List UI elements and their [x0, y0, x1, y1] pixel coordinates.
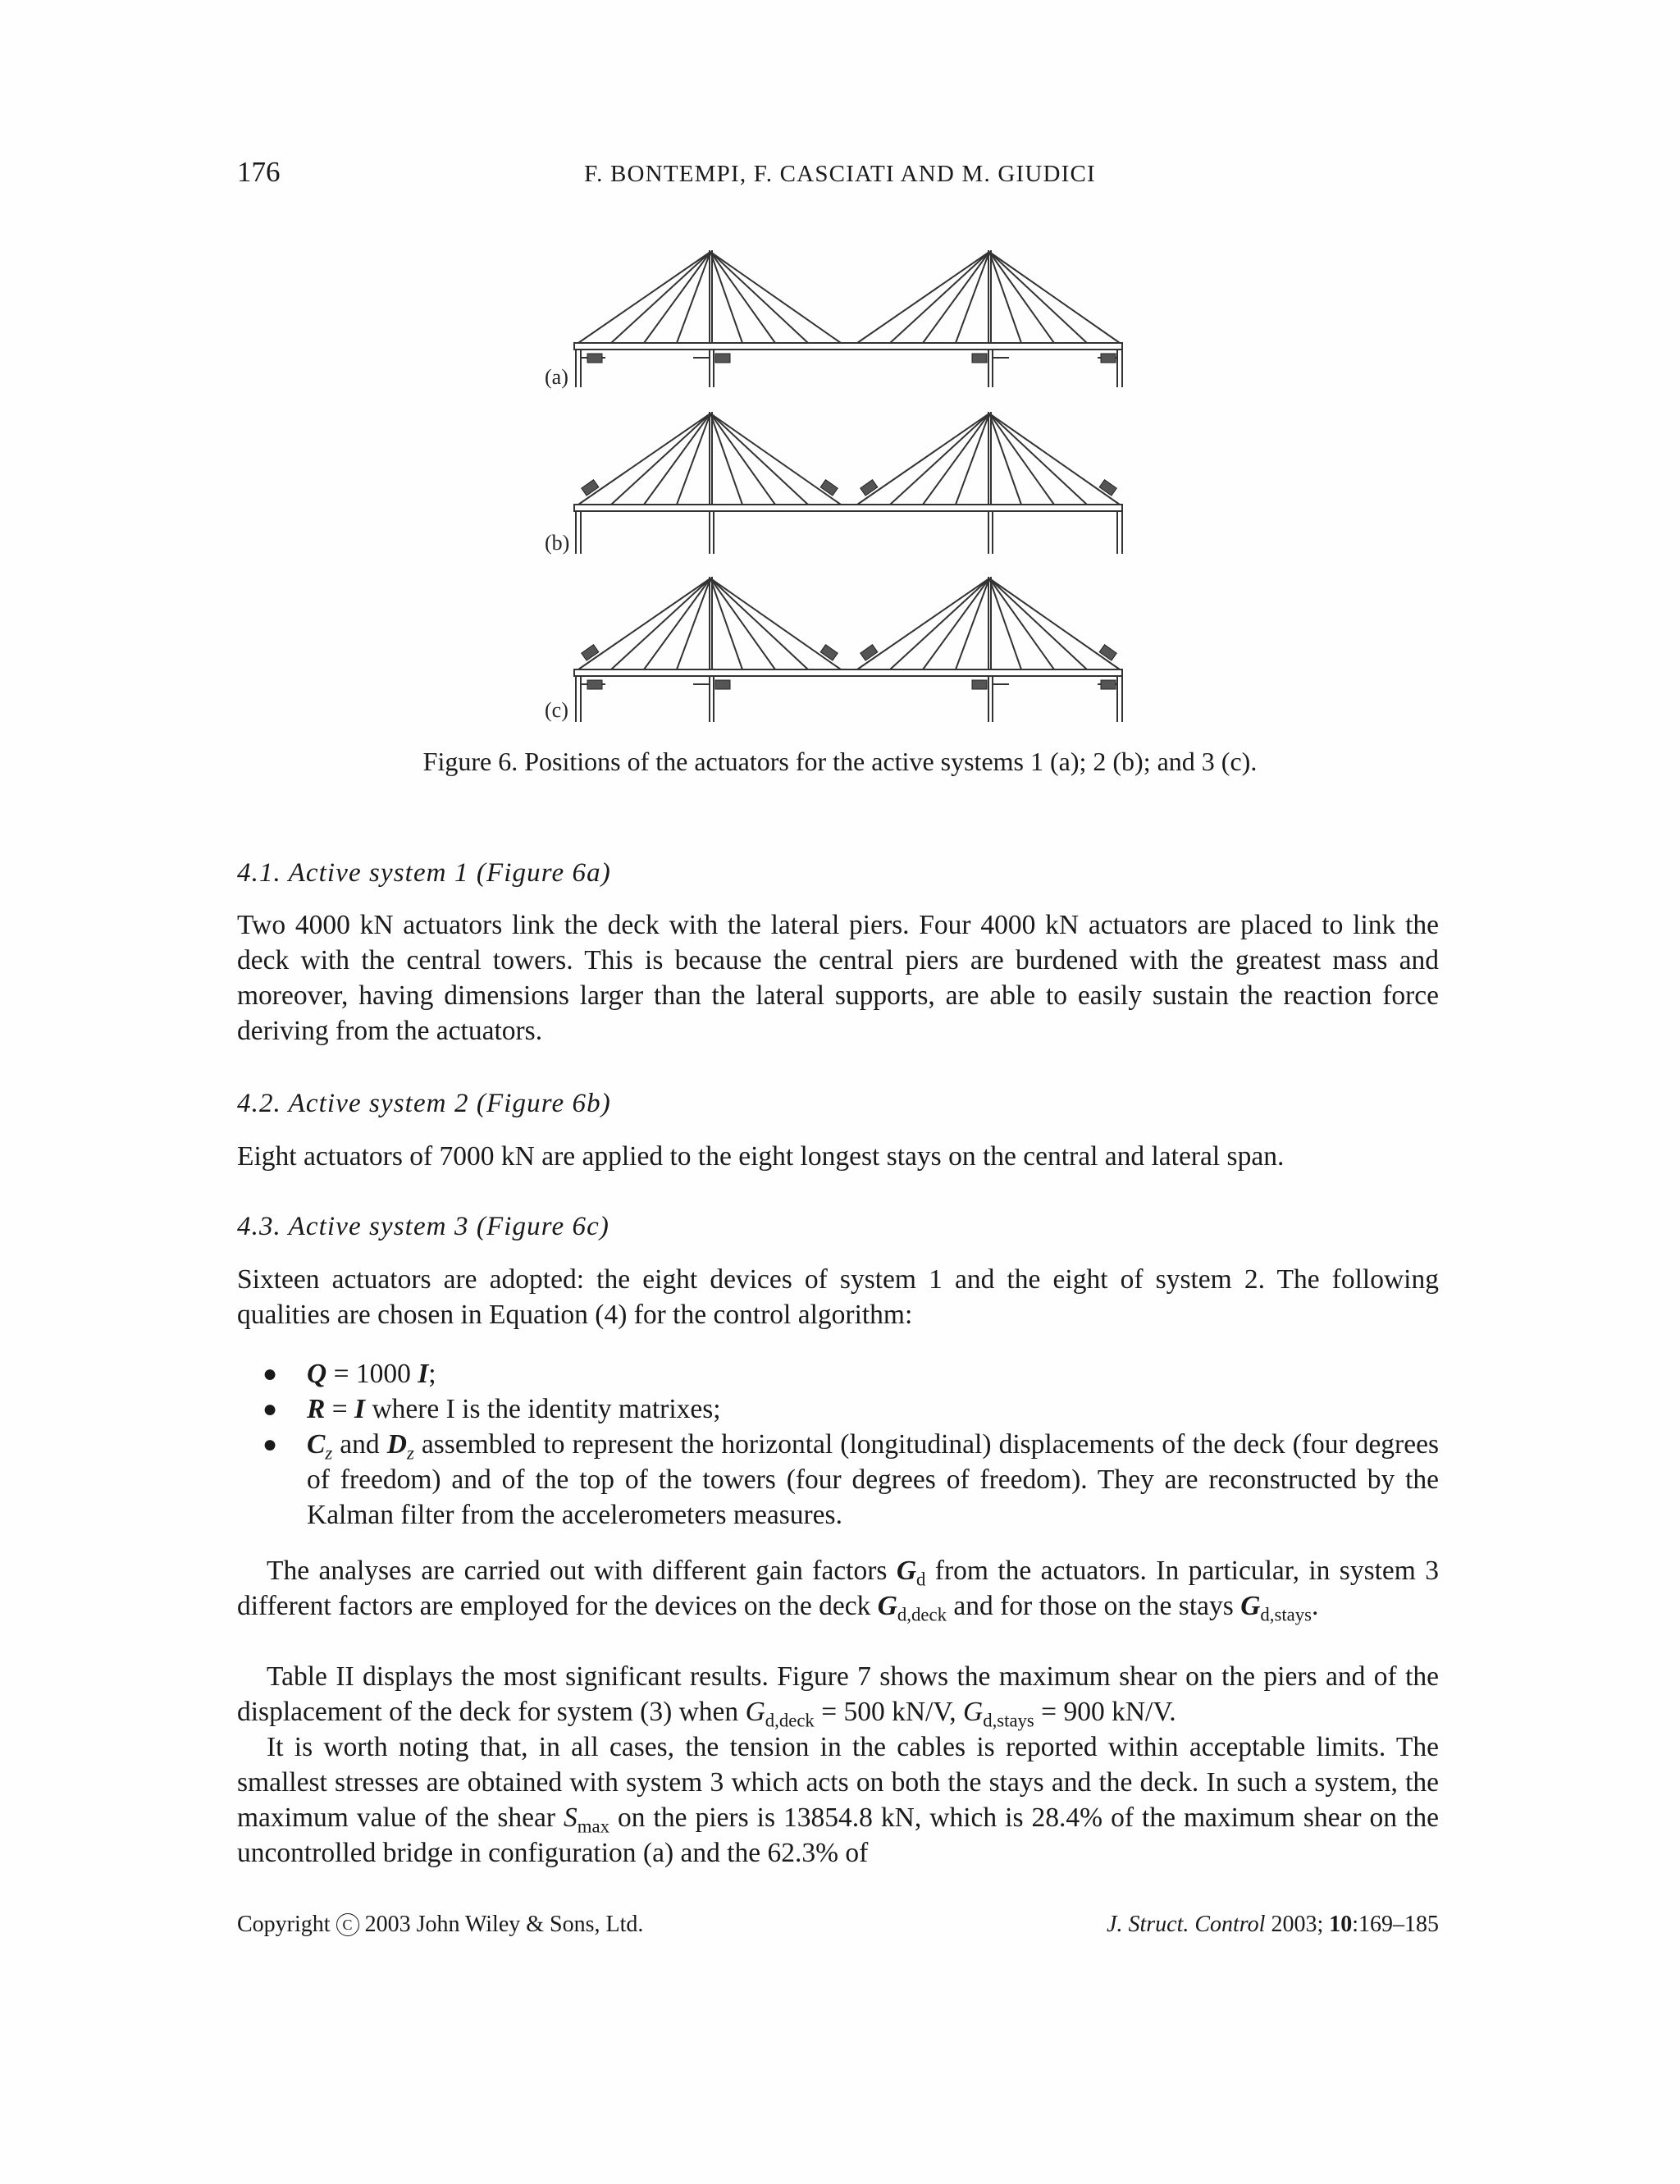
panel-c — [574, 577, 1122, 722]
paragraph-4-2: Eight actuators of 7000 kN are applied to the eight longest stays on the central and lateral span. — [237, 1141, 1285, 1172]
panel-b-actuators — [582, 480, 1116, 496]
footer-citation: J. Struct. Control 2003; 10:169–185 — [1107, 1912, 1439, 1937]
paragraph-table-ii: Table II displays the most significant results. Figure 7 shows the maximum shear on the piers and of the displacement of the deck for system (3) when $G_{d,deck} = 500$ kN/V, $G_{d,stays} = 900$ kN/V. — [237, 1661, 1439, 1731]
actuator — [1101, 354, 1116, 363]
actuator — [587, 680, 602, 689]
actuator — [715, 354, 730, 363]
panel-label-c: (c) — [545, 698, 568, 722]
panel-label-b: (b) — [545, 531, 570, 555]
footer-copyright: Copyright C 2003 John Wiley & Sons, Ltd. — [237, 1912, 644, 1937]
list-item: ● Q = 1000 I; — [262, 1356, 1439, 1391]
bridge-actuator-diagram — [525, 238, 1148, 747]
figure-6 — [525, 238, 1148, 747]
section-heading-4-3: 4.3. Active system 3 (Figure 6c) — [237, 1212, 609, 1241]
actuator — [820, 645, 838, 660]
section-heading-4-2: 4.2. Active system 2 (Figure 6b) — [237, 1089, 611, 1118]
bullet-icon: ● — [262, 1431, 278, 1458]
paragraph-4-1: Two 4000 kN actuators link the deck with the lateral piers. Four 4000 kN actuators are placed to link the deck with the central towers. This is because the central piers are burdened with the greatest mass and moreover, having dimensions larger than the lateral supports, are able to easily sustain the reaction force deriving from the actuators. — [237, 910, 1439, 1046]
actuator — [1101, 680, 1116, 689]
actuator — [715, 680, 730, 689]
panel-b — [574, 412, 1122, 554]
bullet-icon: ● — [262, 1396, 278, 1423]
actuator — [1099, 645, 1116, 660]
figure-caption: Figure 6. Positions of the actuators for the active systems 1 (a); 2 (b); and 3 (c). — [422, 747, 1258, 776]
actuator — [820, 480, 838, 496]
list-item: ● R = I where I is the identity matrixes; — [262, 1391, 1439, 1427]
bullet-list — [262, 1356, 1439, 1533]
list-item: ● $C_z$ and $D_z$ assembled to represent the horizontal (longitudinal) displacements of the deck (four degrees of freedom) and of the top of the towers (four degrees of freedom). They are reconstructed by the Kalman filter from the accelerometers measures. — [262, 1427, 1439, 1533]
actuator — [972, 680, 987, 689]
panel-a — [574, 250, 1122, 387]
actuator — [972, 354, 987, 363]
paragraph-cable-tension: It is worth noting that, in all cases, the tension in the cables is reported within acceptable limits. The smallest stresses are obtained with system 3 which acts on both the stays and the deck. In such a system, the maximum value of the shear $S_{max}$ on the piers is 13854.8 kN, which is 28.4% of the maximum shear on the uncontrolled bridge in configuration (a) and the 62.3% of — [237, 1732, 1439, 1868]
panel-c-actuators — [582, 645, 1116, 689]
page-number: 176 — [237, 156, 281, 188]
running-head-authors: F. BONTEMPI, F. CASCIATI AND M. GIUDICI — [584, 161, 1096, 187]
paragraph-4-3: Sixteen actuators are adopted: the eight devices of system 1 and the eight of system 2. The following qualities are chosen in Equation (4) for the control algorithm: — [237, 1264, 1439, 1330]
actuator — [587, 354, 602, 363]
panel-label-a: (a) — [545, 365, 568, 389]
panel-a-actuators — [587, 354, 1116, 363]
bullet-icon: ● — [262, 1360, 278, 1387]
actuator — [1099, 480, 1116, 496]
section-heading-4-1: 4.1. Active system 1 (Figure 6a) — [237, 858, 611, 888]
copyright-icon: C — [336, 1913, 359, 1936]
paragraph-gain-factors: The analyses are carried out with different gain factors $G_d$ from the actuators. In particular, in system 3 different factors are employed for the devices on the deck $G_{d,deck}$ and for those on the stays $G_{d,stays}$. — [237, 1556, 1439, 1625]
